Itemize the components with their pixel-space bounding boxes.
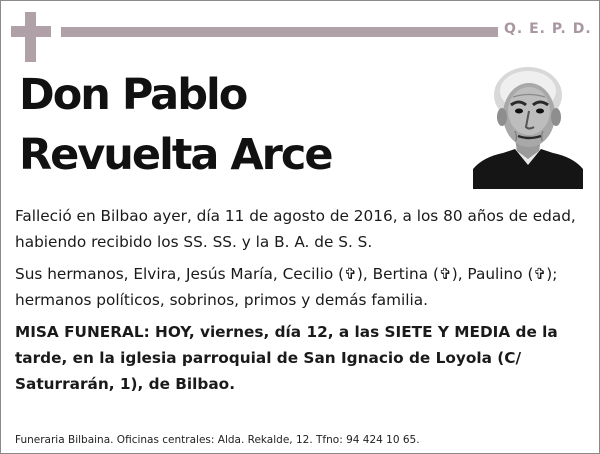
deceased-name — [19, 65, 332, 185]
deceased-portrait-photo — [473, 61, 583, 189]
deceased-name-line1: Don Pablo — [19, 70, 247, 120]
funeral-mass-notice: MISA FUNERAL: HOY, viernes, día 12, a las SIETE Y MEDIA de la tarde, en la iglesia parroquial de San Ignacio de Loyola (C/ Saturrarán, 1), de Bilbao. — [15, 323, 558, 393]
funeral-home-footer: Funeraria Bilbaina. Oficinas centrales: Alda. Rekalde, 12. Tfno: 94 424 10 65. — [15, 434, 420, 446]
qepd-label: Q. E. P. D. — [504, 21, 592, 37]
deceased-name-line2: Revuelta Arce — [19, 130, 332, 180]
portrait-image — [473, 61, 583, 189]
header-divider-bar — [61, 27, 498, 37]
obituary-body — [15, 203, 585, 403]
death-announcement: Falleció en Bilbao ayer, día 11 de agosto de 2016, a los 80 años de edad, habiendo recibido los SS. SS. y la B. A. de S. S. — [15, 207, 576, 251]
cross-icon — [11, 12, 51, 62]
family-mourners: Sus hermanos, Elvira, Jesús María, Cecilio (✞), Bertina (✞), Paulino (✞); hermanos políticos, sobrinos, primos y demás familia. — [15, 265, 558, 309]
